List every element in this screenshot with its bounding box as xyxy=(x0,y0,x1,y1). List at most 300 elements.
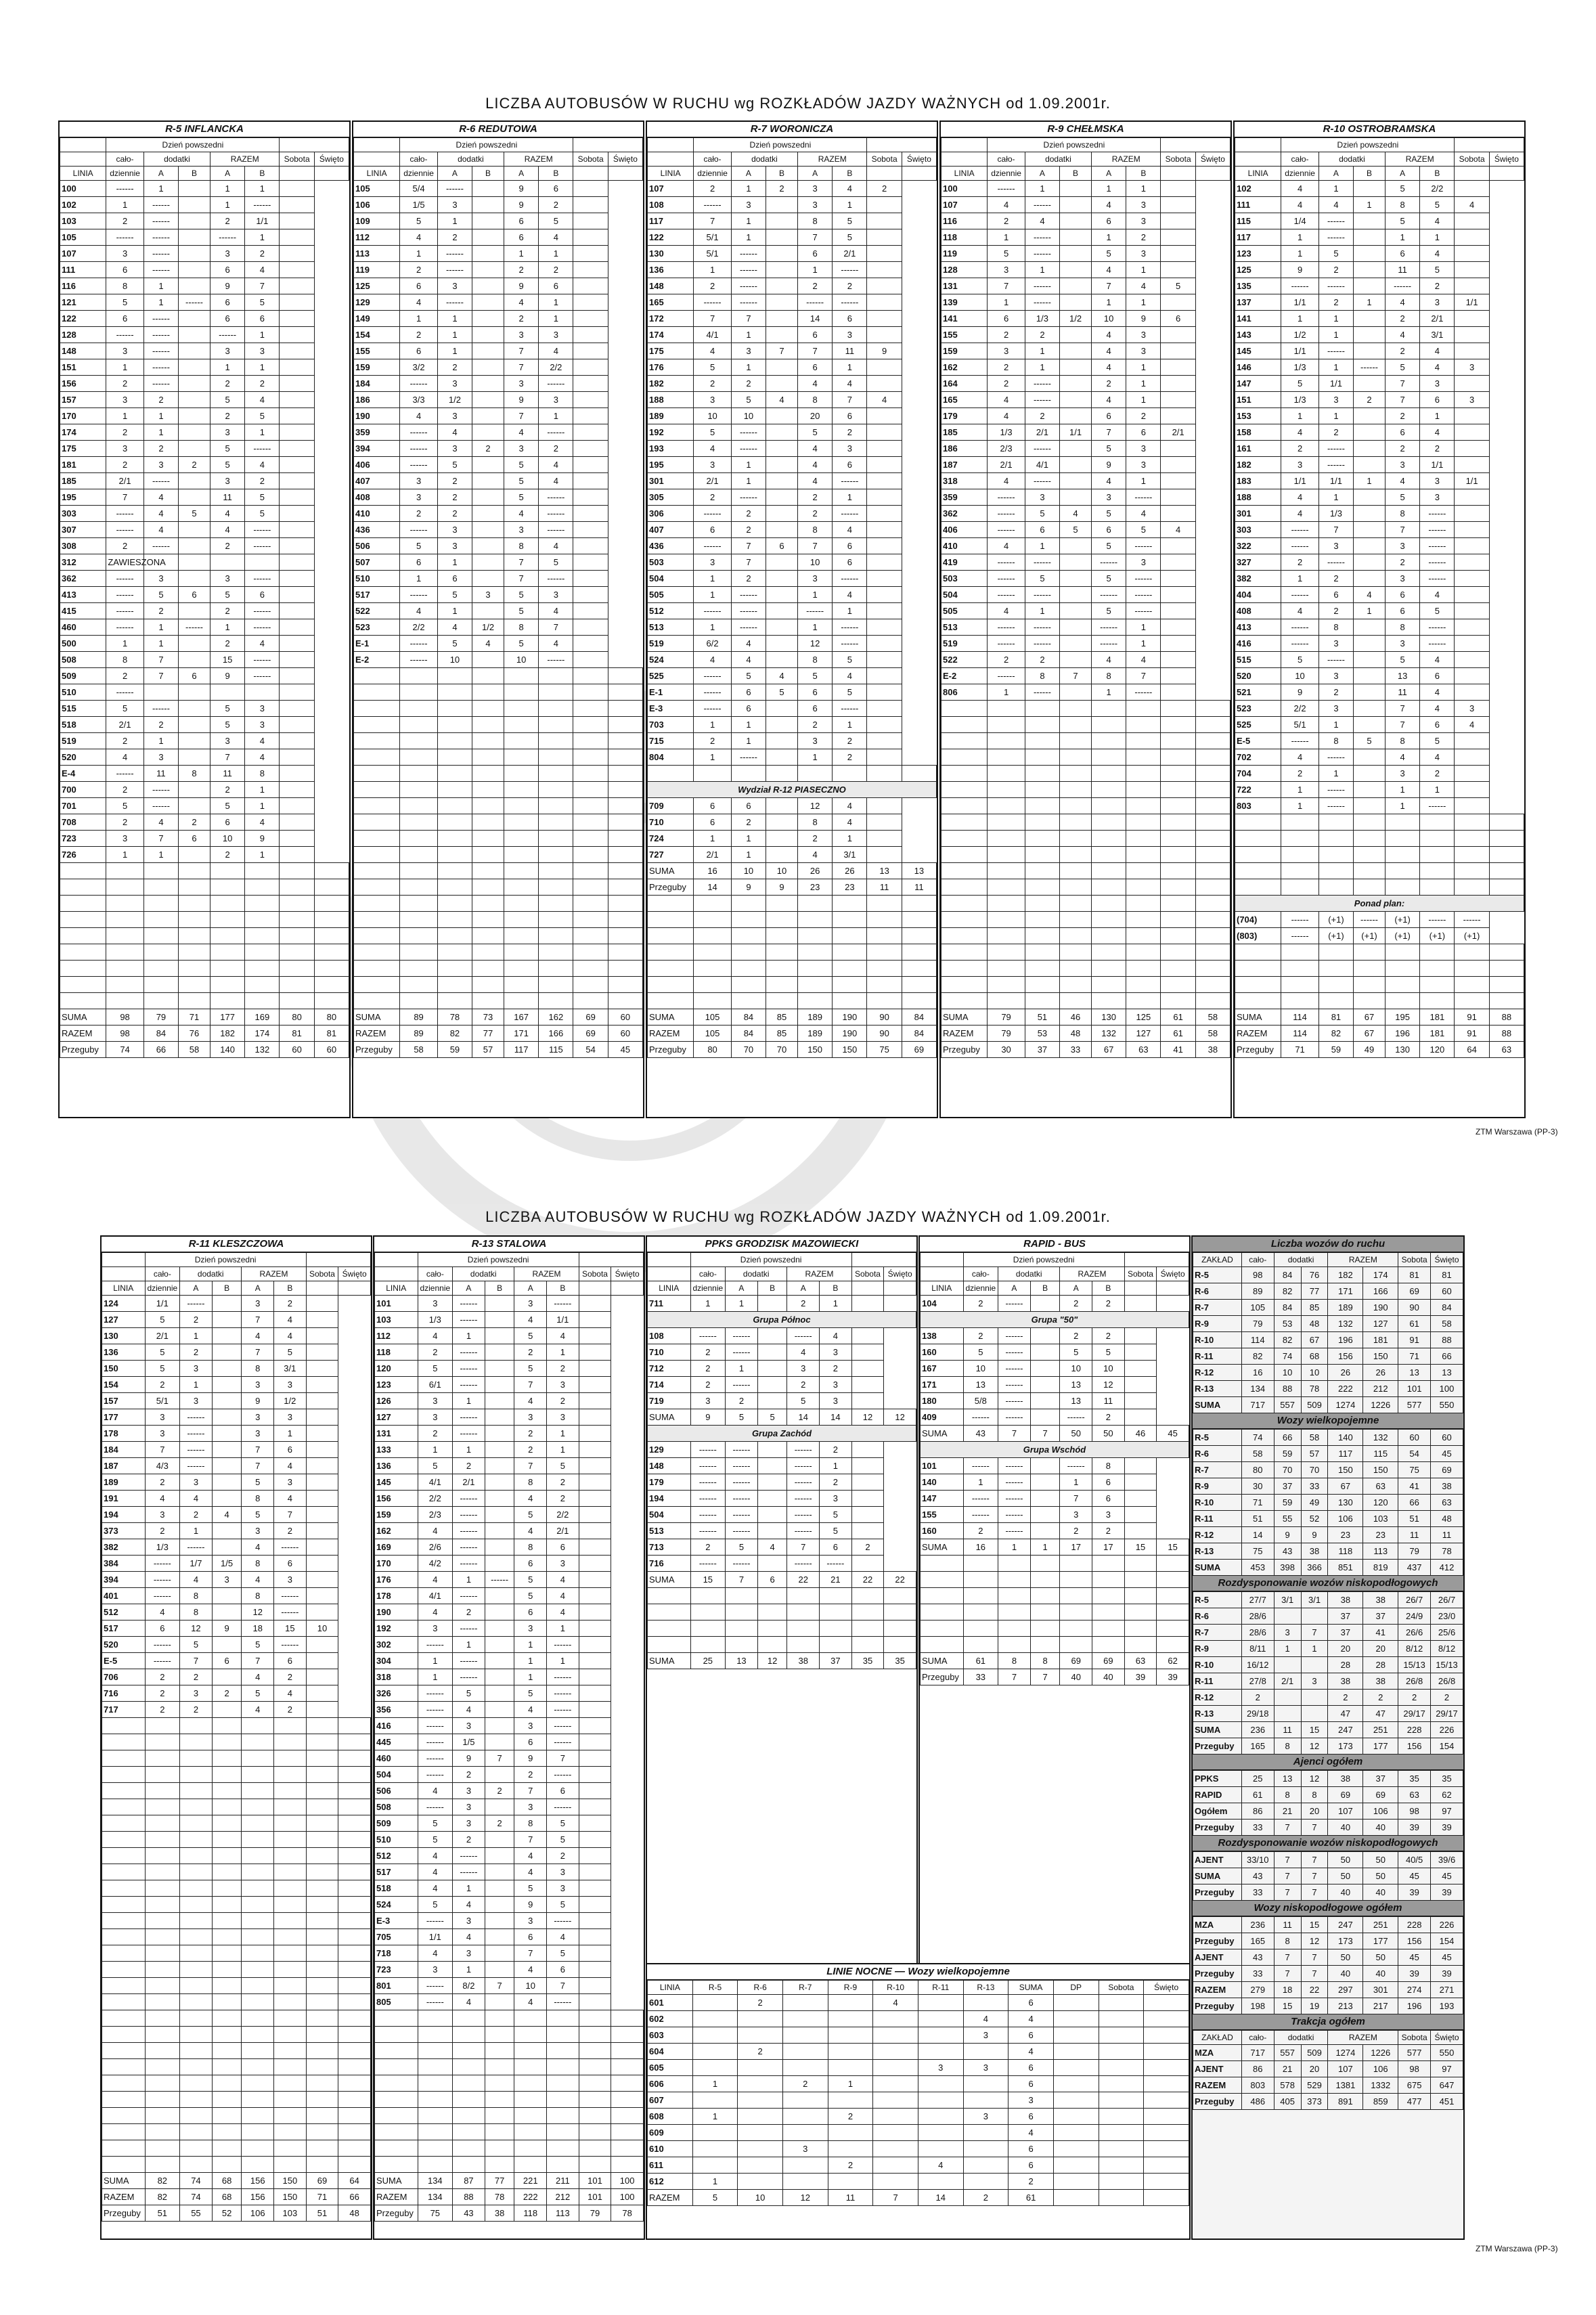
empty-cell xyxy=(472,896,504,912)
cell-value xyxy=(280,571,314,587)
empty-row xyxy=(648,944,937,961)
col-header: R-13 xyxy=(963,1981,1008,1995)
line-number: 522 xyxy=(941,652,988,668)
table-row xyxy=(1193,2077,1463,2094)
empty-cell xyxy=(453,2140,485,2157)
cell-value: 2 xyxy=(1025,652,1059,668)
suma-row-label: SUMA xyxy=(102,2173,146,2189)
empty-cell xyxy=(274,1864,307,1880)
cell-value xyxy=(1144,1995,1189,2011)
col-header-ab: A xyxy=(453,1281,485,1296)
empty-cell xyxy=(400,701,438,717)
cell-value: ------ xyxy=(998,1296,1031,1312)
cell-value xyxy=(1060,684,1092,701)
line-number: SUMA xyxy=(1193,1722,1242,1738)
cell-value: 1 xyxy=(180,1523,213,1539)
cell-value: 3 xyxy=(694,457,732,473)
cell-value: 4 xyxy=(418,1604,453,1620)
empty-cell xyxy=(179,977,210,993)
col-header-dzien: Dzień powszedni xyxy=(690,1253,851,1267)
empty-cell xyxy=(180,2124,213,2140)
cell-value xyxy=(1455,408,1489,424)
cell-value xyxy=(1274,1657,1301,1673)
cell-value: ------ xyxy=(245,538,280,554)
summary-wielkopojemne-table xyxy=(1193,1429,1463,1576)
empty-cell xyxy=(1318,847,1353,863)
empty-cell xyxy=(437,766,472,782)
empty-cell xyxy=(145,1750,180,1767)
cell-value xyxy=(766,376,798,392)
cell-value: 3 xyxy=(1420,489,1455,506)
cell-value: 1 xyxy=(833,489,867,506)
cell-value xyxy=(692,1995,738,2011)
cell-value: 78 xyxy=(1431,1543,1463,1560)
cell-value: 5 xyxy=(514,1880,547,1897)
cell-value: 4 xyxy=(514,1864,547,1880)
cell-value: 27/8 xyxy=(1241,1673,1274,1690)
cell-value: 2 xyxy=(1060,1523,1092,1539)
cell-value: 7 xyxy=(106,489,144,506)
cell-value xyxy=(1053,2109,1099,2125)
cell-value: ------ xyxy=(453,1523,485,1539)
cell-value: 2 xyxy=(245,246,280,262)
total-value: 5 xyxy=(726,1409,758,1426)
empty-row xyxy=(102,1815,371,1832)
cell-value: 8 xyxy=(106,278,144,294)
cell-value: 6 xyxy=(1025,522,1059,538)
cell-value: 6 xyxy=(547,1962,579,1978)
table-row xyxy=(648,1328,916,1344)
empty-cell xyxy=(212,2092,242,2108)
top-page-title: LICZBA AUTOBUSÓW W RUCHU wg ROZKŁADÓW JAZDY WAŻNYCH od 1.09.2001r. xyxy=(485,95,1111,112)
cell-value: 4 xyxy=(400,408,438,424)
cell-value: 373 xyxy=(1301,2094,1328,2110)
cell-value: 103 xyxy=(1363,1511,1398,1527)
total-value: 61 xyxy=(1008,2190,1054,2206)
cell-value: ------ xyxy=(731,749,766,766)
empty-cell xyxy=(102,1864,146,1880)
empty-cell xyxy=(1235,814,1281,831)
cell-value: ------ xyxy=(690,1474,726,1491)
line-number: 601 xyxy=(648,1995,693,2011)
line-number: 708 xyxy=(60,814,106,831)
empty-cell xyxy=(573,944,608,961)
cell-value: 7 xyxy=(731,554,766,571)
empty-cell xyxy=(245,912,280,928)
empty-cell xyxy=(1126,701,1161,717)
col-header-empty xyxy=(354,138,400,152)
cell-value: 3 xyxy=(245,343,280,359)
cell-value xyxy=(579,1734,611,1750)
empty-cell xyxy=(1195,961,1230,977)
cell-value: ------ xyxy=(1025,294,1059,311)
cell-value: 2 xyxy=(514,1442,547,1458)
col-header-dziennie: dziennie xyxy=(1281,167,1319,181)
total-value: 68 xyxy=(212,2189,242,2205)
cell-value xyxy=(485,1442,514,1458)
empty-cell xyxy=(573,733,608,749)
cell-value xyxy=(179,847,210,863)
cell-value: 6 xyxy=(1008,2157,1054,2174)
cell-value xyxy=(867,831,902,847)
cell-value xyxy=(573,424,608,441)
empty-cell xyxy=(102,1880,146,1897)
empty-cell xyxy=(102,1815,146,1832)
cell-value: 10 xyxy=(694,408,732,424)
empty-cell xyxy=(245,961,280,977)
cell-value: 1 xyxy=(437,213,472,229)
cell-value xyxy=(1060,343,1092,359)
cell-value xyxy=(579,1880,611,1897)
cell-value: 5 xyxy=(1092,246,1126,262)
empty-row xyxy=(375,2092,644,2108)
table-row xyxy=(60,278,349,294)
line-number: R-10 xyxy=(1193,1495,1242,1511)
cell-value xyxy=(1161,408,1195,424)
cell-value: 8 xyxy=(798,652,833,668)
cell-value xyxy=(1455,554,1489,571)
cell-value: 1 xyxy=(1354,473,1386,489)
empty-row xyxy=(354,717,643,733)
empty-cell xyxy=(1060,1620,1092,1637)
cell-value xyxy=(963,1995,1008,2011)
empty-cell xyxy=(485,2075,514,2092)
empty-cell xyxy=(242,2059,274,2075)
total-value: 71 xyxy=(1281,1042,1319,1058)
empty-cell xyxy=(306,1718,338,1734)
empty-cell xyxy=(274,1832,307,1848)
line-number: 160 xyxy=(921,1344,964,1361)
cell-value: 10 xyxy=(1092,1361,1125,1377)
table-row xyxy=(648,1491,916,1507)
empty-cell xyxy=(145,1832,180,1848)
cell-value: 5 xyxy=(963,1344,998,1361)
cell-value xyxy=(766,831,798,847)
cell-value: ------ xyxy=(1025,229,1059,246)
line-number: 188 xyxy=(648,392,694,408)
cell-value: 1/1 xyxy=(245,213,280,229)
cell-value xyxy=(1124,1523,1157,1539)
empty-row xyxy=(102,1718,371,1734)
total-value: 221 xyxy=(514,2173,547,2189)
table-row xyxy=(1193,1592,1463,1608)
empty-cell xyxy=(274,1913,307,1929)
line-number: 170 xyxy=(375,1556,418,1572)
empty-cell xyxy=(1161,749,1195,766)
empty-cell xyxy=(102,1783,146,1799)
cell-value: 2/3 xyxy=(418,1507,453,1523)
empty-cell xyxy=(988,798,1025,814)
cell-value: 3 xyxy=(1386,538,1420,554)
col-header-ab: B xyxy=(1030,1281,1060,1296)
group-suma-row xyxy=(921,1426,1189,1442)
cell-value: 236 xyxy=(1241,1722,1274,1738)
cell-value xyxy=(963,2125,1008,2141)
cell-value: 4 xyxy=(539,343,573,359)
cell-value: 1 xyxy=(106,636,144,652)
cell-value xyxy=(485,1864,514,1880)
cell-value: ------ xyxy=(963,1409,998,1426)
empty-cell xyxy=(102,1945,146,1962)
cell-value: 9 xyxy=(1301,1527,1328,1543)
empty-cell xyxy=(180,1945,213,1962)
empty-row xyxy=(102,2092,371,2108)
route-panel xyxy=(939,120,1232,1118)
cell-value: 1 xyxy=(731,457,766,473)
razem-row xyxy=(941,1026,1231,1042)
cell-value: ------ xyxy=(1318,213,1353,229)
cell-value xyxy=(1161,603,1195,619)
empty-cell xyxy=(902,928,936,944)
cell-value: 2 xyxy=(106,814,144,831)
cell-value: 4 xyxy=(547,1572,579,1588)
cell-value xyxy=(280,847,314,863)
cell-value: 5/1 xyxy=(145,1393,180,1409)
line-number: 312 xyxy=(60,554,106,571)
cell-value xyxy=(472,294,504,311)
cell-value: ------ xyxy=(988,522,1025,538)
col-header-empty xyxy=(1161,167,1195,181)
cell-value: 6 xyxy=(1386,246,1420,262)
empty-cell xyxy=(921,1637,964,1653)
empty-row xyxy=(921,1604,1189,1620)
total-value: 150 xyxy=(274,2189,307,2205)
cell-value xyxy=(472,213,504,229)
empty-cell xyxy=(963,1620,998,1637)
table-row xyxy=(354,506,643,522)
cell-value xyxy=(179,213,210,229)
empty-cell xyxy=(102,1767,146,1783)
cell-value xyxy=(1060,457,1092,473)
table-row xyxy=(648,1474,916,1491)
line-number: 180 xyxy=(921,1393,964,1409)
cell-value: 9 xyxy=(504,197,539,213)
cell-value xyxy=(179,343,210,359)
cell-value: 10 xyxy=(437,652,472,668)
table-row xyxy=(1235,912,1524,928)
empty-cell xyxy=(573,798,608,814)
line-number: 710 xyxy=(648,814,694,831)
cell-value: 1 xyxy=(731,847,766,863)
cell-value: 578 xyxy=(1274,2077,1301,2094)
cell-value: 50 xyxy=(1363,1868,1398,1884)
night-lines-title: LINIE NOCNE — Wozy wielkopojemne xyxy=(647,1964,1189,1980)
line-number: 806 xyxy=(941,684,988,701)
empty-cell xyxy=(1161,928,1195,944)
empty-cell xyxy=(242,1734,274,1750)
cell-value xyxy=(1455,229,1489,246)
empty-cell xyxy=(798,896,833,912)
cell-value: ------ xyxy=(1281,587,1319,603)
cell-value: ------ xyxy=(1025,473,1059,489)
empty-cell xyxy=(472,684,504,701)
empty-cell xyxy=(1025,944,1059,961)
table-row xyxy=(648,831,937,847)
table-row xyxy=(102,1328,371,1344)
line-number: 415 xyxy=(60,603,106,619)
cell-value: 4 xyxy=(1318,197,1353,213)
cell-value: 5 xyxy=(145,1312,180,1328)
cell-value: 2/2 xyxy=(1281,701,1319,717)
empty-cell xyxy=(1161,879,1195,896)
cell-value xyxy=(738,2125,783,2141)
cell-value: 3 xyxy=(1126,554,1161,571)
empty-row xyxy=(354,701,643,717)
empty-cell xyxy=(242,2027,274,2043)
col-header-zaklad: ZAKŁAD xyxy=(1193,2031,1242,2045)
cell-value: 9 xyxy=(514,1750,547,1767)
cell-value: 9 xyxy=(245,831,280,847)
line-number: 179 xyxy=(648,1474,691,1491)
sub-suma-row xyxy=(648,863,937,879)
cell-value: 11 xyxy=(1431,1527,1463,1543)
cell-value: 39 xyxy=(1398,1820,1431,1836)
empty-cell xyxy=(833,912,867,928)
cell-value xyxy=(1060,294,1092,311)
empty-cell xyxy=(579,2043,611,2059)
cell-value: 4 xyxy=(210,506,245,522)
total-value: 118 xyxy=(514,2205,547,2222)
line-number: 102 xyxy=(60,197,106,213)
cell-value xyxy=(1455,489,1489,506)
empty-cell xyxy=(472,944,504,961)
empty-cell xyxy=(102,1897,146,1913)
table-row xyxy=(1193,1365,1463,1381)
cell-value: 181 xyxy=(1363,1332,1398,1348)
table-row xyxy=(354,392,643,408)
cell-value: 1 xyxy=(1318,766,1353,782)
cell-value xyxy=(867,246,902,262)
group-header xyxy=(648,782,937,798)
cell-value xyxy=(306,1604,338,1620)
cell-value xyxy=(873,2027,918,2044)
cell-value: 2 xyxy=(798,278,833,294)
cell-value xyxy=(867,587,902,603)
empty-cell xyxy=(731,912,766,928)
empty-cell xyxy=(437,896,472,912)
cell-value: 4 xyxy=(1420,652,1455,668)
empty-cell xyxy=(1126,863,1161,879)
empty-cell xyxy=(338,1962,371,1978)
empty-cell xyxy=(485,2124,514,2140)
cell-value: 7 xyxy=(1301,1852,1328,1868)
empty-row xyxy=(60,961,349,977)
empty-cell xyxy=(338,2157,371,2173)
cell-value: 21 xyxy=(1274,2061,1301,2077)
empty-cell xyxy=(988,733,1025,749)
line-number: 520 xyxy=(102,1637,146,1653)
cell-value: 82 xyxy=(1274,1332,1301,1348)
cell-value xyxy=(579,1361,611,1377)
table-row xyxy=(648,847,937,863)
cell-value: ------ xyxy=(145,1588,180,1604)
cell-value: 3 xyxy=(731,197,766,213)
total-value: 105 xyxy=(694,1009,732,1026)
cell-value xyxy=(579,1929,611,1945)
total-value: 189 xyxy=(798,1009,833,1026)
total-value: 50 xyxy=(1060,1426,1092,1442)
cell-value: 19 xyxy=(1301,1998,1328,2014)
total-value: 79 xyxy=(143,1009,178,1026)
cell-value: 7 xyxy=(1301,1884,1328,1901)
empty-cell xyxy=(338,1945,371,1962)
table-row xyxy=(1235,733,1524,749)
line-number: 384 xyxy=(102,1556,146,1572)
table-row xyxy=(1193,1852,1463,1868)
cell-value: 156 xyxy=(1398,1738,1431,1755)
total-value: 38 xyxy=(1195,1042,1230,1058)
col-header-ab: A xyxy=(437,167,472,181)
summary-trakcja-table xyxy=(1193,2030,1463,2110)
cell-value: 3/1 xyxy=(1420,327,1455,343)
col-header-ab: B xyxy=(833,167,867,181)
cell-value: 1 xyxy=(1126,181,1161,197)
empty-row xyxy=(921,1572,1189,1588)
empty-cell xyxy=(145,2092,180,2108)
empty-cell xyxy=(1318,831,1353,847)
cell-value xyxy=(1060,554,1092,571)
total-value: 43 xyxy=(453,2205,485,2222)
cell-value: ------ xyxy=(210,229,245,246)
line-number: 129 xyxy=(648,1442,691,1458)
table-row xyxy=(1235,798,1524,814)
empty-cell xyxy=(608,863,642,879)
total-value: 57 xyxy=(472,1042,504,1058)
table-row xyxy=(375,1685,644,1702)
cell-value xyxy=(306,1572,338,1588)
empty-cell xyxy=(1060,912,1092,928)
cell-value: 222 xyxy=(1328,1381,1363,1397)
cell-value: 2 xyxy=(963,1296,998,1312)
cell-value: 4 xyxy=(1420,424,1455,441)
cell-value xyxy=(1354,717,1386,733)
cell-value xyxy=(472,457,504,473)
col-header-ab: A xyxy=(726,1281,758,1296)
total-value: 81 xyxy=(1318,1009,1353,1026)
cell-value: 6/2 xyxy=(694,636,732,652)
cell-value: 5 xyxy=(833,213,867,229)
total-value: 71 xyxy=(306,2189,338,2205)
cell-value: ------ xyxy=(694,668,732,684)
col-header-sobota: Sobota xyxy=(1398,1253,1431,1267)
cell-value: 8 xyxy=(1301,1787,1328,1803)
line-number: Przeguby xyxy=(1193,1933,1242,1949)
line-number: 512 xyxy=(102,1604,146,1620)
total-value: 125 xyxy=(1126,1009,1161,1026)
night-lines-panel xyxy=(646,1963,1191,2240)
col-header-ab: B xyxy=(757,1281,787,1296)
cell-value: 1 xyxy=(400,311,438,327)
total-value: 85 xyxy=(766,1009,798,1026)
line-number: SUMA xyxy=(1193,1868,1242,1884)
empty-cell xyxy=(102,2124,146,2140)
empty-cell xyxy=(504,684,539,701)
cell-value xyxy=(738,2076,783,2092)
cell-value: 6 xyxy=(504,229,539,246)
col-header: LINIA xyxy=(648,1981,693,1995)
line-number: 194 xyxy=(648,1491,691,1507)
cell-value xyxy=(867,668,902,684)
empty-cell xyxy=(988,717,1025,733)
empty-cell xyxy=(1025,749,1059,766)
empty-cell xyxy=(1157,1620,1189,1637)
empty-cell xyxy=(212,1929,242,1945)
cell-value xyxy=(1099,2125,1144,2141)
cell-value: ------ xyxy=(1025,636,1059,652)
cell-value: 2 xyxy=(1281,554,1319,571)
cell-value: 2 xyxy=(210,213,245,229)
summary-wielkopojemne-title: Wozy wielkopojemne xyxy=(1193,1413,1463,1429)
